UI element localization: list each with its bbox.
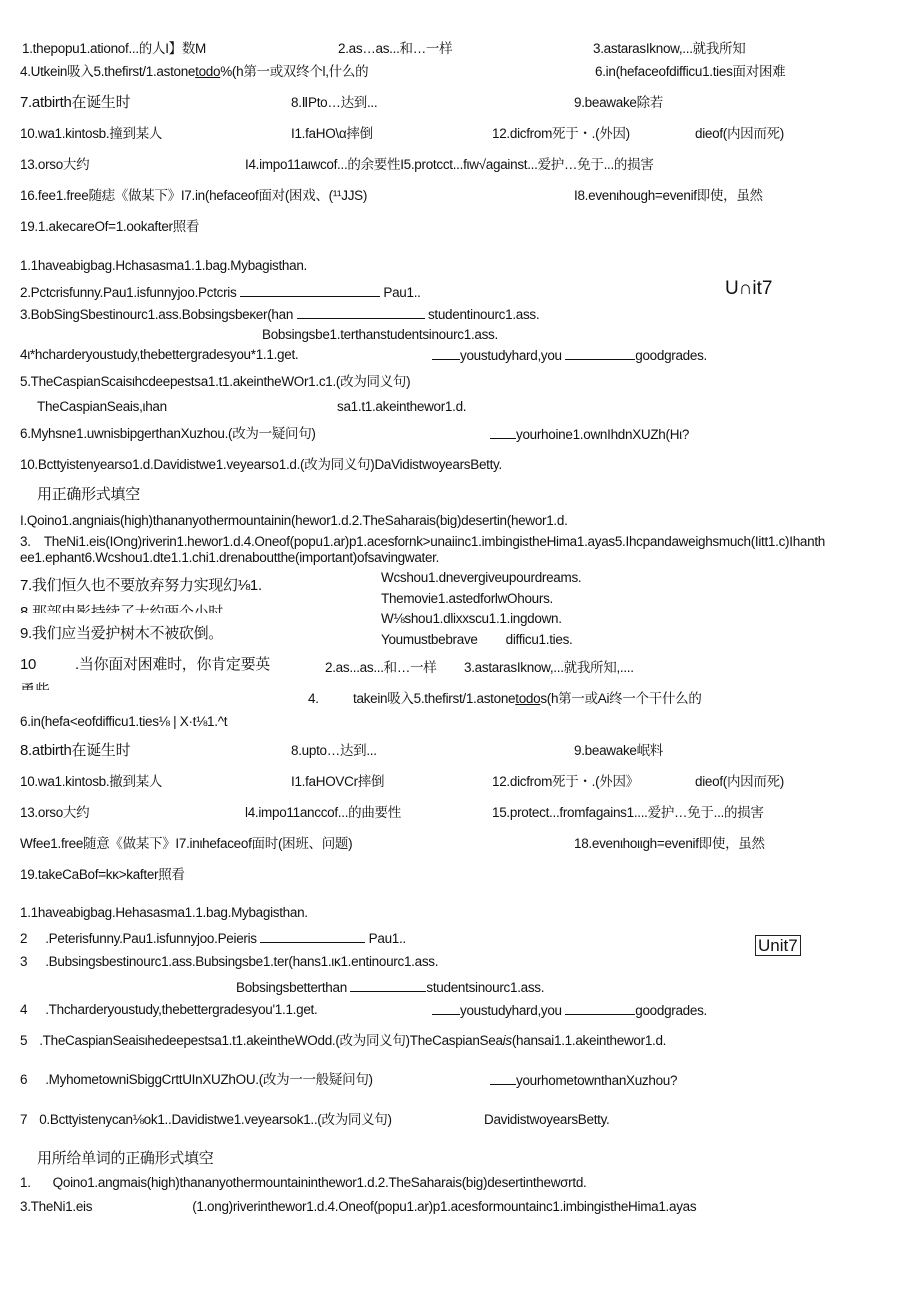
sentence-b-1: 1.1haveabigbag.Hehasasma1.1.bag.Mybagisthan.: [20, 905, 308, 920]
answer-blank: [490, 1072, 516, 1085]
phrase-14-15: I4.impo11aιwcof...的余要性I5.protcct...fιw√against...爱护…免于...的损害: [245, 157, 654, 172]
sentence-b-6: 6 .MyhometowniSbiggCrttUInXUZhOU.(改为一一般疑问句): [20, 1072, 373, 1087]
phrase-12: 12.dicfrom死于・.(外因): [492, 126, 630, 141]
sentence-3: 3.BobSingSbestinourc1.ass.Bobsingsbeκer(han studentinourc1.ass.: [20, 307, 540, 322]
overlap-mask: [15, 690, 85, 702]
phrase-b-9: 9.beawake岷料: [574, 743, 663, 758]
phrase-b-7: 8.atbirth在诞生时: [20, 742, 131, 759]
answer-blank: [565, 347, 635, 360]
phrase-b-4-5: takein吸入5.thefirst/1.astonetodos(h第一或Ai终一个干什么的: [353, 691, 702, 706]
sentence-b-4-answer: youstudyhard,you goodgrades.: [432, 1002, 707, 1019]
chinese-10: 10: [20, 656, 37, 673]
phrase-13: 13.orso大约: [20, 157, 90, 172]
phrase-b-16-17: Wfee1.free随意《做某下》I7.inιhefaceof面时(困班、问题): [20, 836, 353, 851]
phrase-16-17: 16.fee1.free随痣《做某下》I7.in(hefaceof面对(困戏、(¹¹JJS): [20, 188, 368, 203]
sentence-b-7: 7 0.Bcttyistenycan⅛ok1..Davidistwe1.veyearsok1..(改为同义句): [20, 1112, 392, 1127]
unit-label: U∩it7: [725, 278, 773, 299]
phrase-8: 8.ⅡPto…达到...: [291, 95, 378, 110]
sentence-b-4: 4 .Thcharderyoustudy,thebettergradesyou'1.1.get.: [20, 1002, 318, 1017]
phrase-10: 10.wa1.kintosb.撞到某人: [20, 126, 163, 141]
english-9: W⅛shou1.dlixxscu1.1.ingdown.: [381, 611, 562, 626]
phrase-11: I1.faHO\α摔倒: [291, 126, 373, 141]
sentence-b-6-answer: yourhometownthanXuzhou?: [490, 1072, 677, 1089]
fill-b-3-4: 3.TheNi1.eis (1.ong)riverinthewor1.d.4.Oneof(popu1.ar)p1.acesformountainc1.imbingistheHima1.ayas: [20, 1199, 697, 1214]
sentence-10: 10.Bcttyistenyearso1.d.Davidistwe1.veyearso1.d.(改为同义句)DaVidistwoyearsBetty.: [20, 457, 502, 472]
chinese-7: 7.我们恒久也不要放弃努力实现幻⅛1.: [20, 577, 262, 594]
sentence-b-7-answer: DavidistwoyearsBetty.: [484, 1112, 610, 1127]
answer-blank: [260, 930, 365, 943]
english-7: Wcshou1.dnevergiveupourdreams.: [381, 570, 582, 585]
phrase-b-18: 18.evenιhoιιgh=evenif即使，虽然: [574, 836, 765, 851]
phrase-b-8: 8.upto…达到...: [291, 743, 377, 758]
sentence-b-3: 3 .Bubsingsbestinourc1.ass.Bubsingsbe1.ter(hans1.ικ1.entinourc1.ass.: [20, 954, 439, 969]
phrase-19: 19.1.akecareOf=1.ookafter照看: [20, 219, 200, 234]
answer-blank: [432, 347, 460, 360]
answer-blank: [490, 426, 516, 439]
answer-blank: [297, 306, 425, 319]
phrase-2: 2.as…as...和…一样: [338, 41, 453, 56]
sentence-5-answer: TheCaspianSeais,ιhan: [37, 399, 167, 414]
chinese-10-text: .当你面对困难时，你肯定要英: [75, 656, 270, 673]
phrase-6: 6.in(hefaceofdifficu1.ties面对困难: [595, 64, 786, 79]
fill-b-1-2: 1. Qoino1.angmais(high)thananyothermountaininthewor1.d.2.TheSaharais(big)desertinthewσrtd.: [20, 1175, 587, 1190]
sentence-2: 2.Pctcrisfunny.Pau1.isfunnyjoo.Pctcris Pau1..: [20, 285, 421, 300]
sentence-4: 4ι*hcharderyoustudy,thebettergradesyou*1.1.get.: [20, 347, 299, 362]
fill-1-2: I.Qoino1.angniais(high)thananyothermountainin(hewor1.d.2.TheSaharais(big)desertin(hewor1.d.: [20, 513, 568, 528]
phrase-b-12: 12.dicfrom死于・.(外因》: [492, 774, 639, 789]
phrase-b-13: 13.orso大约: [20, 805, 90, 820]
fill-3-5: 3. TheNi1.eis(IOng)riverin1.hewor1.d.4.Oneof(popu1.ar)p1.acesfornk>unaiinc1.imbingistheHima1.ayas5.Ihcpandaweighsmuch(Iitt1.c)Ihanth: [20, 534, 825, 549]
sentence-6: 6.Myhsne1.uwnisbipgerthanXuzhou.(改为一疑问句): [20, 426, 316, 441]
fill-6: ee1.ephant6.Wcshou1.dte1.1.chi1.drenaboutthe(important)ofsavingwater.: [20, 550, 440, 565]
phrase-b-14: l4.impo11anccof...的曲要性: [245, 805, 401, 820]
answer-blank: [240, 284, 380, 297]
sentence-5-answer-b: sa1.t1.akeinthewor1.d.: [337, 399, 467, 414]
phrase-b-3: 3.astarasIknow,...就我所知,....: [464, 660, 634, 675]
phrase-b-4-num: 4.: [308, 691, 319, 706]
phrase-9: 9.beawake除若: [574, 95, 663, 110]
unit-label-boxed: Unit7: [755, 938, 801, 955]
phrase-b-10: 10.wa1.kintosb.撤到某人: [20, 774, 163, 789]
phrase-b-11: I1.faHOVCr摔倒: [291, 774, 385, 789]
phrase-12b: dieof(内因而死): [695, 126, 784, 141]
chinese-9: 9.我们应当爱护树木不被砍倒。: [20, 625, 224, 642]
phrase-b-15: 15.protect...fromfagains1....爱护…免于...的损害: [492, 805, 764, 820]
sentence-5: 5.TheCaspianScaisιhcdeepestsa1.t1.akeintheWOr1.c1.(改为同义句): [20, 374, 411, 389]
phrase-18: I8.evenιhough=evenif即使，虽然: [574, 188, 763, 203]
section-title-b: 用所给单词的正确形式填空: [37, 1150, 214, 1167]
sentence-b-2: 2 .Peterisfunny.Pau1.isfunnyjoo.Peieris Pau1..: [20, 931, 406, 946]
sentence-1: 1.1haveabigbag.Hchasasma1.1.bag.Mybagisthan.: [20, 258, 308, 273]
phrase-b-6: 6.in(hefa<eofdifficu1.ties⅛ | X·t⅛1.^t: [20, 714, 228, 729]
phrase-4-5: 4.Utkein吸入5.thefirst/1.astonetodo%(h第一或双终个l,什么的: [20, 64, 369, 79]
answer-blank: [432, 1002, 460, 1015]
answer-blank: [565, 1002, 635, 1015]
overlap-mask: [15, 613, 285, 625]
english-10: Youmustbebrave difficu1.ties.: [381, 632, 573, 647]
sentence-b-3-answer: Bobsingsbetterthan studentsinourc1.ass.: [236, 980, 545, 995]
phrase-b-2: 2.as...as...和…一样: [325, 660, 437, 675]
phrase-1: 1.thepopu1.ationof...的人I】数M: [22, 41, 206, 56]
sentence-4-answer: youstudyhard,you goodgrades.: [432, 347, 707, 364]
answer-blank: [350, 979, 426, 992]
english-8: Themovie1.astedforlwOhours.: [381, 591, 553, 606]
sentence-6-answer: yourhoine1.ownIhdnXUZh(Hι?: [490, 426, 689, 443]
section-title: 用正确形式填空: [37, 486, 140, 503]
phrase-7: 7.atbirth在诞生时: [20, 94, 131, 111]
phrase-b-19: 19.takeCaBof=kκ>kafter照看: [20, 867, 185, 882]
sentence-b-5: 5 .TheCaspianSeaisιhedeepestsa1.t1.akeintheWOdd.(改为同义句)TheCaspianSeais(hansai1.1.akeinthewor1.d.: [20, 1033, 667, 1048]
phrase-3: 3.astarasIknow,...就我所知: [593, 41, 746, 56]
sentence-3-answer: Bobsingsbe1.terthanstudentsinourc1.ass.: [262, 327, 498, 342]
phrase-b-12b: dieof(内因而死): [695, 774, 784, 789]
